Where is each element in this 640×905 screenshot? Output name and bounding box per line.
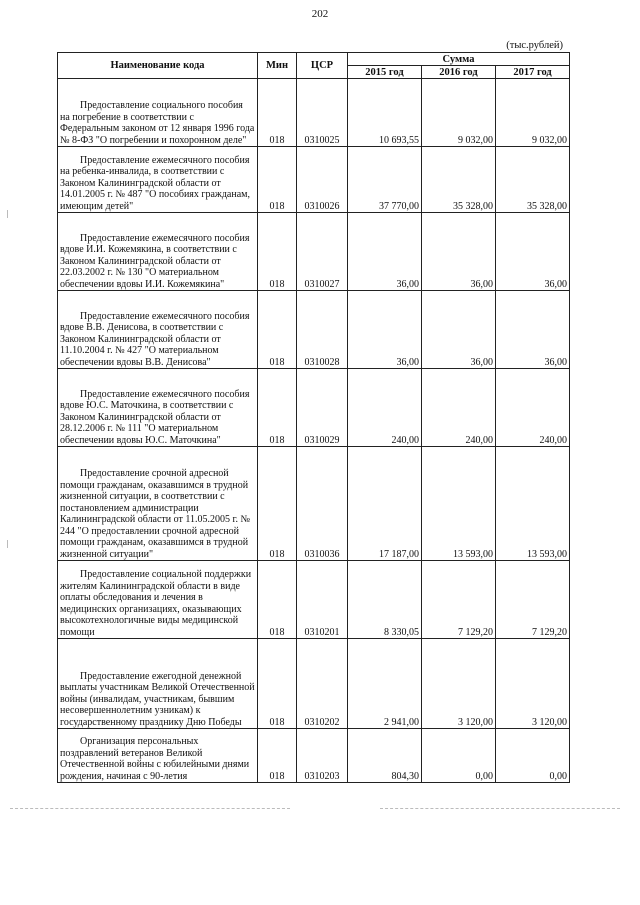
row-min: 018: [258, 639, 297, 729]
row-csr: 0310025: [297, 79, 348, 147]
row-name: Предоставление ежемесячного пособия вдове В.В. Денисова, в соответствии с Законом Калининградской области от 11.10.2004 г. № 427 "О материальном обеспечении вдовы В.В. Денисова": [58, 291, 258, 369]
header-min: Мин: [258, 53, 297, 79]
row-csr: 0310027: [297, 213, 348, 291]
row-min: 018: [258, 729, 297, 783]
row-amount-2016: 7 129,20: [422, 561, 496, 639]
row-amount-2017: 0,00: [496, 729, 570, 783]
row-name: Предоставление ежегодной денежной выплаты участникам Великой Отечественной войны (инвалидам, участникам, бывшим несовершеннолетним узникам) к государственному празднику Дню Победы: [58, 639, 258, 729]
row-name: Предоставление социального пособия на погребение в соответствии с Федеральным законом от 12 января 1996 года № 8-ФЗ "О погребении и похоронном деле": [58, 79, 258, 147]
table-row: [58, 291, 570, 369]
page-number: 202: [311, 8, 329, 20]
row-amount-2016: 9 032,00: [422, 79, 496, 147]
table-row: [58, 729, 570, 783]
row-amount-2015: 804,30: [348, 729, 422, 783]
row-amount-2016: 13 593,00: [422, 447, 496, 561]
row-amount-2015: 36,00: [348, 291, 422, 369]
row-name: Предоставление ежемесячного пособия вдове Ю.С. Маточкина, в соответствии с Законом Калининградской области от 28.12.2006 г. № 111 "О материальном обеспечении вдовы Ю.С. Маточкина": [58, 369, 258, 447]
table-row: [58, 79, 570, 147]
row-csr: 0310028: [297, 291, 348, 369]
row-min: 018: [258, 369, 297, 447]
row-amount-2015: 2 941,00: [348, 639, 422, 729]
budget-table: [57, 52, 570, 783]
row-csr: 0310202: [297, 639, 348, 729]
row-csr: 0310203: [297, 729, 348, 783]
row-amount-2015: 36,00: [348, 213, 422, 291]
header-sum: Сумма: [348, 53, 570, 66]
row-amount-2017: 36,00: [496, 291, 570, 369]
row-csr: 0310026: [297, 147, 348, 213]
scan-artifact-line: [10, 808, 290, 809]
row-amount-2015: 8 330,05: [348, 561, 422, 639]
row-name: Предоставление срочной адресной помощи гражданам, оказавшимся в трудной жизненной ситуации, в соответствии с постановлением администрации Калининградской области от 11.05.2005 г. № 244 "О предоставлении срочной адресной помощи гражданам, оказавшимся в трудной жизненной ситуации": [58, 447, 258, 561]
row-name: Предоставление ежемесячного пособия на ребенка-инвалида, в соответствии с Законом Калининградской области от 14.01.2005 г. № 487 "О пособиях гражданам, имеющим детей": [58, 147, 258, 213]
header-csr: ЦСР: [297, 53, 348, 79]
row-name: Предоставление социальной поддержки жителям Калининградской области в виде оплаты обследования и лечения в медицинских организациях, оказывающих высокотехнологичные виды медицинской помощи: [58, 561, 258, 639]
row-csr: 0310201: [297, 561, 348, 639]
row-amount-2017: 9 032,00: [496, 79, 570, 147]
row-amount-2016: 35 328,00: [422, 147, 496, 213]
header-name: Наименование кода: [58, 53, 258, 79]
table-row: [58, 447, 570, 561]
scan-artifact-line: [380, 808, 620, 809]
row-csr: 0310029: [297, 369, 348, 447]
header-year-2017: 2017 год: [496, 66, 570, 79]
row-amount-2015: 240,00: [348, 369, 422, 447]
header-year-2016: 2016 год: [422, 66, 496, 79]
row-min: 018: [258, 561, 297, 639]
row-amount-2017: 240,00: [496, 369, 570, 447]
units-label: (тыс.рублей): [506, 40, 563, 51]
row-min: 018: [258, 291, 297, 369]
row-amount-2015: 37 770,00: [348, 147, 422, 213]
row-amount-2017: 35 328,00: [496, 147, 570, 213]
row-min: 018: [258, 79, 297, 147]
row-min: 018: [258, 213, 297, 291]
row-name: Организация персональных поздравлений ветеранов Великой Отечественной войны с юбилейными днями рождения, начиная с 90-летия: [58, 729, 258, 783]
table-row: [58, 147, 570, 213]
row-amount-2015: 17 187,00: [348, 447, 422, 561]
row-name: Предоставление ежемесячного пособия вдове И.И. Кожемякина, в соответствии с Законом Калининградской области от 22.03.2002 г. № 130 "О материальном обеспечении вдовы И.И. Кожемякина": [58, 213, 258, 291]
row-amount-2016: 3 120,00: [422, 639, 496, 729]
row-csr: 0310036: [297, 447, 348, 561]
row-amount-2017: 36,00: [496, 213, 570, 291]
table-row: [58, 369, 570, 447]
row-amount-2016: 36,00: [422, 213, 496, 291]
scan-margin-mark: [7, 540, 8, 548]
row-amount-2016: 240,00: [422, 369, 496, 447]
row-min: 018: [258, 447, 297, 561]
scan-margin-mark: [7, 210, 8, 218]
table-row: [58, 213, 570, 291]
row-amount-2017: 3 120,00: [496, 639, 570, 729]
row-amount-2017: 13 593,00: [496, 447, 570, 561]
row-min: 018: [258, 147, 297, 213]
row-amount-2017: 7 129,20: [496, 561, 570, 639]
table-row: [58, 561, 570, 639]
header-year-2015: 2015 год: [348, 66, 422, 79]
row-amount-2016: 0,00: [422, 729, 496, 783]
row-amount-2015: 10 693,55: [348, 79, 422, 147]
table-row: [58, 639, 570, 729]
row-amount-2016: 36,00: [422, 291, 496, 369]
